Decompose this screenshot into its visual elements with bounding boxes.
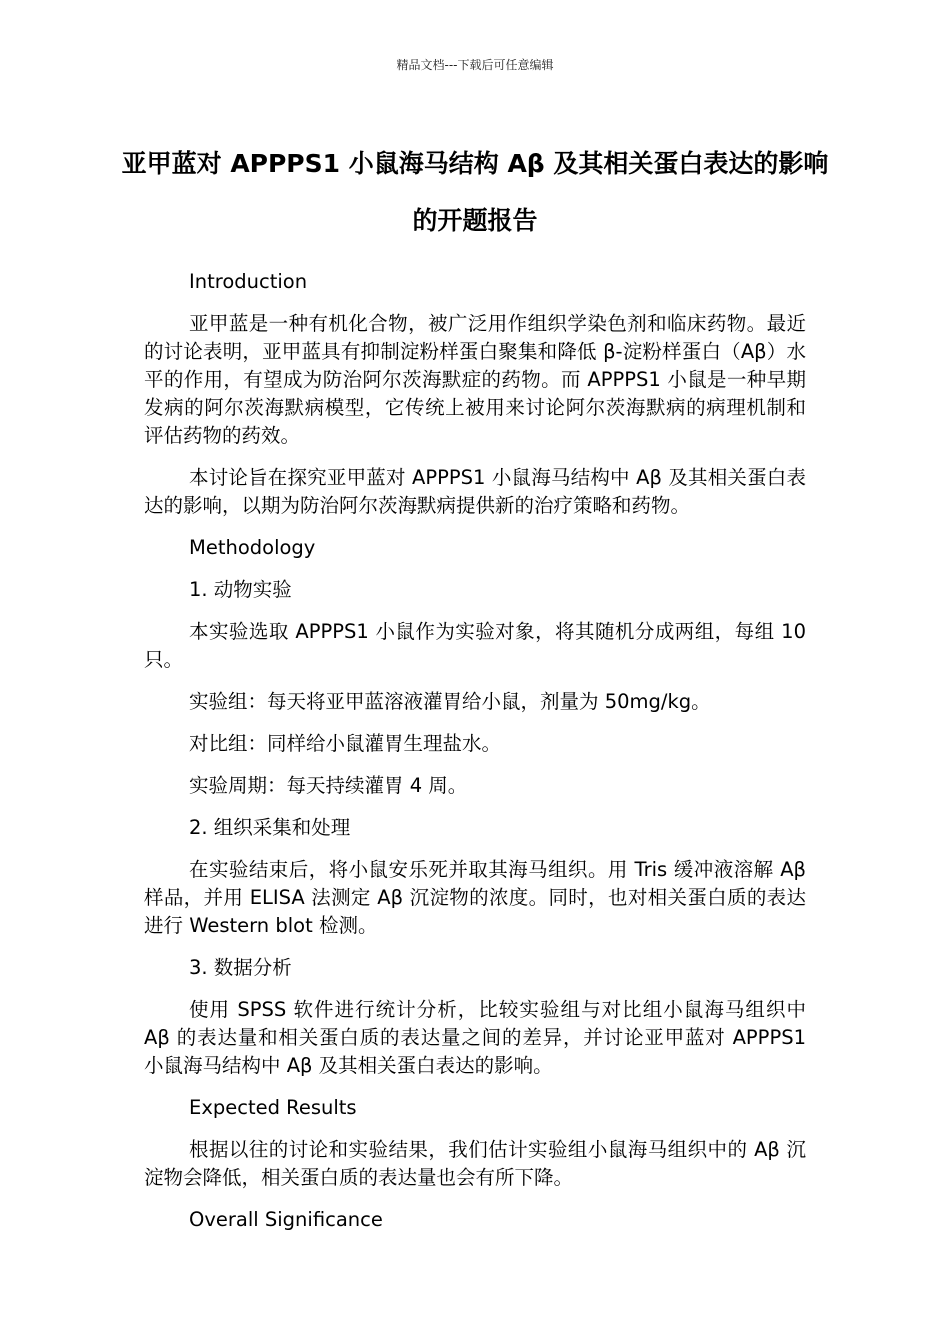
document-body <box>144 268 806 1248</box>
paragraph: 使用 SPSS 软件进行统计分析，比较实验组与对比组小鼠海马组织中 Aβ 的表达量和相关蛋白质的表达量之间的差异，并讨论亚甲蓝对 APPPS1 小鼠海马结构中 Aβ 及其相关蛋白表达的影响。 <box>144 998 806 1077</box>
paragraph: 本讨论旨在探究亚甲蓝对 APPPS1 小鼠海马结构中 Aβ 及其相关蛋白表达的影响，以期为防治阿尔茨海默病提供新的治疗策略和药物。 <box>144 466 806 517</box>
section-heading-overall-significance: Overall Significance <box>189 1208 383 1231</box>
paragraph: 亚甲蓝是一种有机化合物，被广泛用作组织学染色剂和临床药物。最近的讨论表明，亚甲蓝具有抑制淀粉样蛋白聚集和降低 β-淀粉样蛋白（Aβ）水平的作用，有望成为防治阿尔茨海默症的药物。而 APPPS1 小鼠是一种早期发病的阿尔茨海默病模型，它传统上被用来讨论阿尔茨海默病的病理机制和评估药物的药效。 <box>144 312 806 447</box>
subsection-heading-tissue-collection: 2. 组织采集和处理 <box>189 816 351 839</box>
section-heading-methodology: Methodology <box>189 536 316 559</box>
paragraph: 实验周期：每天持续灌胃 4 周。 <box>189 774 468 797</box>
paragraph: 本实验选取 APPPS1 小鼠作为实验对象，将其随机分成两组，每组 10 只。 <box>144 620 806 671</box>
paragraph: 在实验结束后，将小鼠安乐死并取其海马组织。用 Tris 缓冲液溶解 Aβ 样品，并用 ELISA 法测定 Aβ 沉淀物的浓度。同时，也对相关蛋白质的表达进行 Western blot 检测。 <box>144 858 806 937</box>
paragraph: 对比组：同样给小鼠灌胃生理盐水。 <box>189 732 502 755</box>
section-heading-introduction: Introduction <box>189 270 308 293</box>
header-note: 精品文档---下载后可任意编辑 <box>396 58 554 72</box>
subsection-heading-animal-experiment: 1. 动物实验 <box>189 578 292 601</box>
paragraph: 根据以往的讨论和实验结果，我们估计实验组小鼠海马组织中的 Aβ 沉淀物会降低，相关蛋白质的表达量也会有所下降。 <box>144 1138 806 1189</box>
section-heading-expected-results: Expected Results <box>189 1096 357 1119</box>
document-title: 亚甲蓝对 APPPS1 小鼠海马结构 Aβ 及其相关蛋白表达的影响的开题报告 <box>121 149 829 235</box>
subsection-heading-data-analysis: 3. 数据分析 <box>189 956 292 979</box>
paragraph: 实验组：每天将亚甲蓝溶液灌胃给小鼠，剂量为 50mg/kg。 <box>189 690 711 713</box>
